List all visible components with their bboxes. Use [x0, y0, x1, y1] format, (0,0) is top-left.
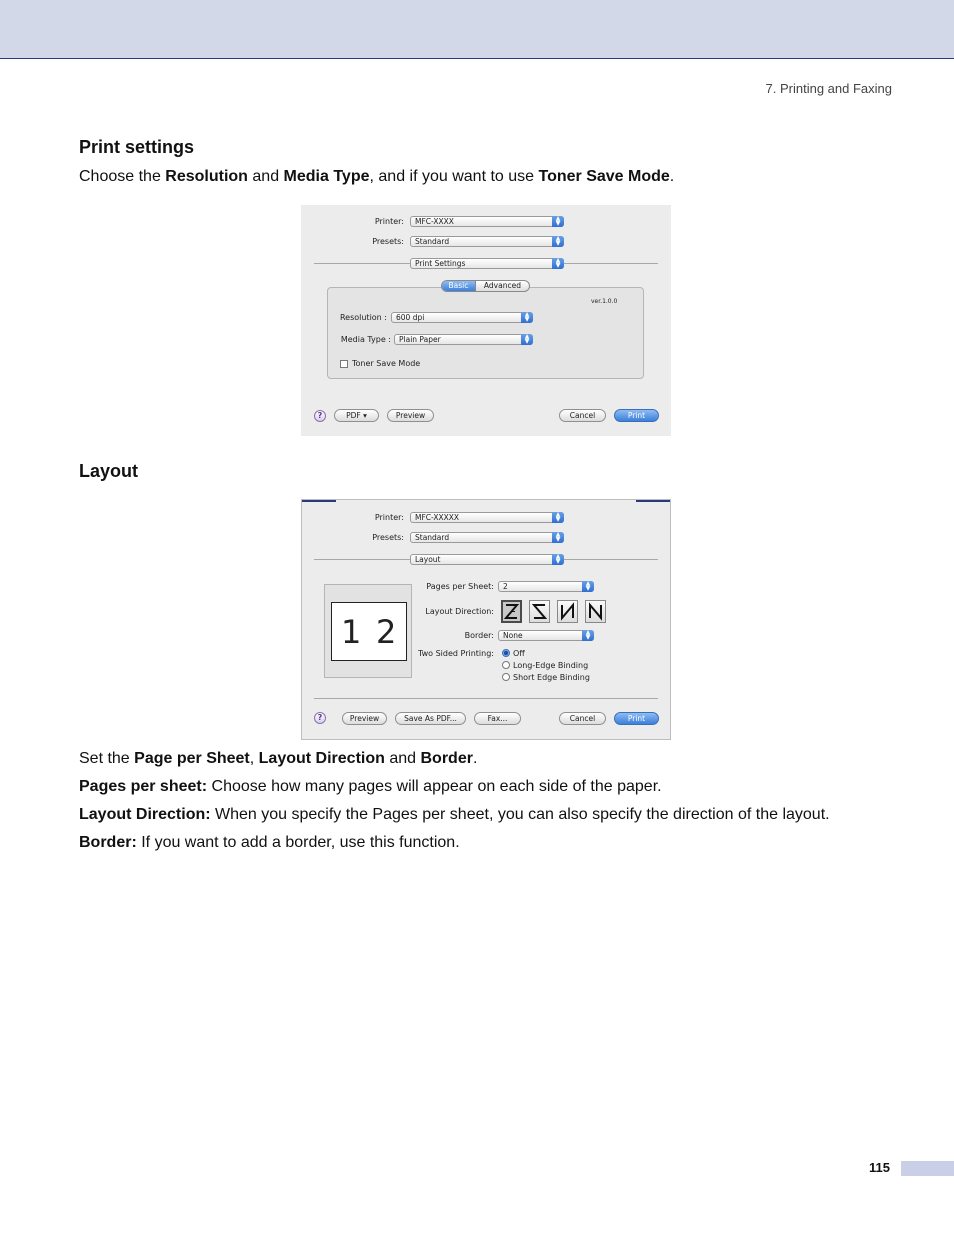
two-sided-off-radio[interactable] — [502, 649, 510, 657]
tab-basic[interactable]: Basic — [442, 281, 475, 291]
pages-per-sheet-label: Pages per Sheet: — [426, 582, 494, 591]
chevron-updown-icon: ▲ ▼ — [521, 334, 533, 345]
short-edge-label: Short Edge Binding — [513, 673, 590, 682]
chevron-updown-icon: ▲ ▼ — [552, 512, 564, 523]
printer-label: Printer: — [374, 217, 404, 226]
chapter-title: 7. Printing and Faxing — [765, 81, 892, 96]
page-number: 115 — [869, 1160, 890, 1175]
cancel-button[interactable]: Cancel — [559, 712, 606, 725]
layout-direction-desc: Layout Direction: When you specify the Pages per sheet, you can also specify the direction of the layout. — [79, 806, 830, 823]
print-settings-intro: Choose the Resolution and Media Type, and if you want to use Toner Save Mode. — [79, 168, 675, 185]
preview-button[interactable]: Preview — [342, 712, 387, 725]
printer-label: Printer: — [374, 513, 404, 522]
preview-sheet — [331, 602, 407, 661]
media-type-label: Media Type : — [340, 335, 391, 344]
section-title-print-settings: Print settings — [79, 137, 195, 157]
print-settings-dialog — [301, 205, 671, 436]
n-reverse-order-icon[interactable] — [557, 600, 578, 623]
printer-select[interactable]: MFC-XXXXX ▲ ▼ — [410, 512, 564, 523]
fax-button[interactable]: Fax... — [474, 712, 521, 725]
long-edge-radio[interactable] — [502, 661, 510, 669]
chevron-updown-icon: ▲ ▼ — [552, 258, 564, 269]
footer-bar — [901, 1161, 954, 1176]
two-sided-label: Two Sided Printing: — [418, 649, 494, 658]
presets-select[interactable]: Standard ▲ ▼ — [410, 236, 564, 247]
resolution-select[interactable]: 600 dpi ▲ ▼ — [391, 312, 533, 323]
version-text: ver.1.0.0 — [591, 298, 618, 305]
divider — [314, 698, 658, 699]
save-as-pdf-button[interactable]: Save As PDF... — [395, 712, 466, 725]
chevron-updown-icon: ▲ ▼ — [521, 312, 533, 323]
two-sided-off-label: Off — [513, 649, 525, 658]
tab-advanced[interactable]: Advanced — [475, 281, 529, 291]
preview-button[interactable]: Preview — [387, 409, 434, 422]
chevron-updown-icon: ▲ ▼ — [552, 236, 564, 247]
help-icon[interactable]: ? — [314, 712, 326, 724]
media-type-select[interactable]: Plain Paper ▲ ▼ — [394, 334, 533, 345]
border-select[interactable]: None ▲ ▼ — [498, 630, 594, 641]
pdf-button[interactable]: PDF ▾ — [334, 409, 379, 422]
z-order-icon[interactable] — [501, 600, 522, 623]
presets-label: Presets: — [372, 533, 404, 542]
header-band — [0, 0, 954, 59]
border-label: Border: — [464, 631, 494, 640]
print-button[interactable]: Print — [614, 712, 659, 725]
layout-intro: Set the Page per Sheet, Layout Direction and Border. — [79, 750, 478, 767]
layout-dialog — [301, 499, 671, 740]
pane-select[interactable]: Print Settings ▲ ▼ — [410, 258, 564, 269]
chevron-updown-icon: ▲ ▼ — [552, 216, 564, 227]
chevron-updown-icon: ▲ ▼ — [552, 554, 564, 565]
chevron-updown-icon: ▲ ▼ — [582, 581, 594, 592]
help-icon[interactable]: ? — [314, 410, 326, 422]
short-edge-radio[interactable] — [502, 673, 510, 681]
dialog-edge — [302, 500, 336, 502]
long-edge-label: Long-Edge Binding — [513, 661, 589, 670]
border-desc: Border: If you want to add a border, use this function. — [79, 834, 460, 851]
pages-per-sheet-desc: Pages per sheet: Choose how many pages will appear on each side of the paper. — [79, 778, 662, 795]
chevron-updown-icon: ▲ ▼ — [582, 630, 594, 641]
dialog-edge — [636, 500, 670, 502]
pages-per-sheet-select[interactable]: 2 ▲ ▼ — [498, 581, 594, 592]
tab-group — [441, 280, 530, 292]
toner-save-label: Toner Save Mode — [352, 359, 421, 368]
presets-label: Presets: — [372, 237, 404, 246]
s-order-icon[interactable] — [529, 600, 550, 623]
cancel-button[interactable]: Cancel — [559, 409, 606, 422]
toner-save-checkbox[interactable] — [340, 360, 348, 368]
layout-direction-label: Layout Direction: — [425, 607, 494, 616]
resolution-label: Resolution : — [339, 313, 387, 322]
section-title-layout: Layout — [79, 461, 139, 481]
print-button[interactable]: Print — [614, 409, 659, 422]
chevron-updown-icon: ▲ ▼ — [552, 532, 564, 543]
pane-select[interactable]: Layout ▲ ▼ — [410, 554, 564, 565]
presets-select[interactable]: Standard ▲ ▼ — [410, 532, 564, 543]
preview-page-2: 2 — [376, 613, 397, 651]
preview-page-1: 1 — [341, 613, 362, 651]
printer-select[interactable]: MFC-XXXX ▲ ▼ — [410, 216, 564, 227]
layout-preview — [324, 584, 412, 678]
n-order-icon[interactable] — [585, 600, 606, 623]
